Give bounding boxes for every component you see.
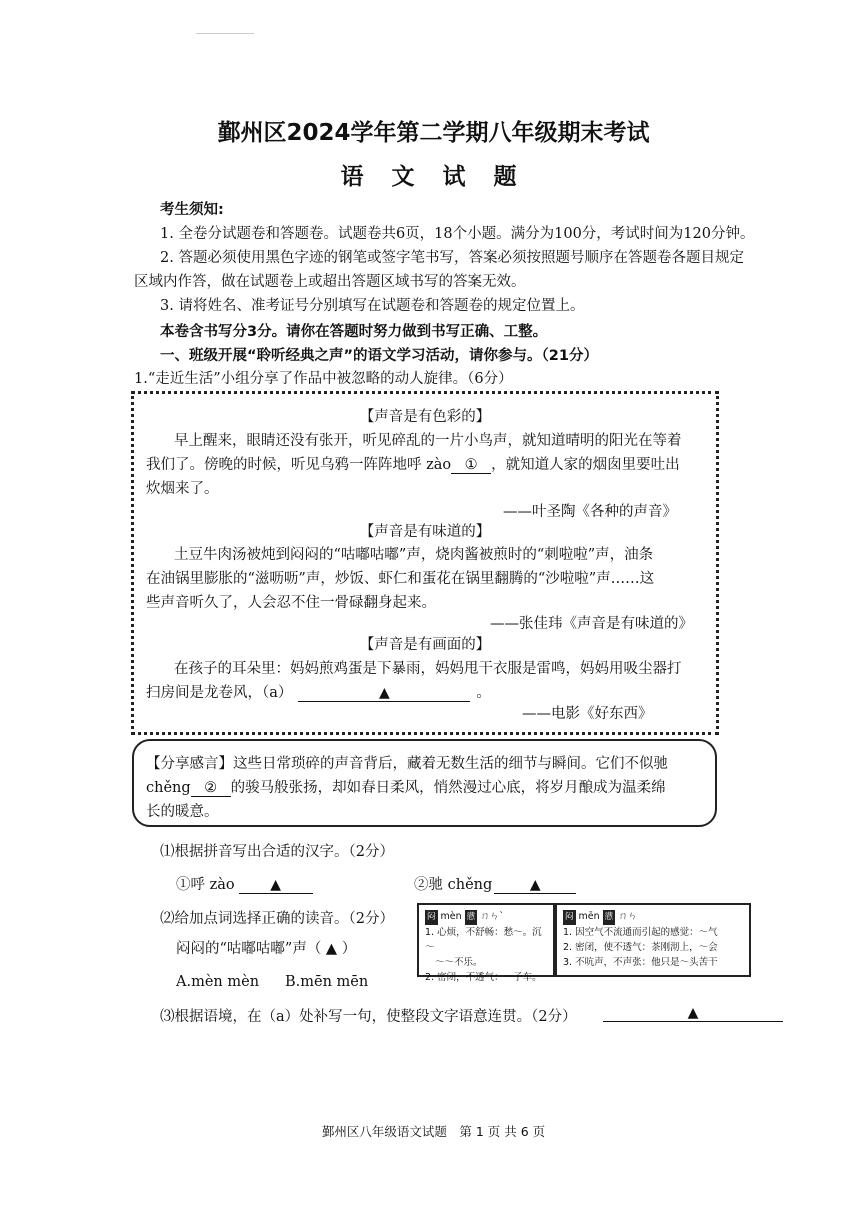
question-1-1-b: ②驰 chěng ▲ bbox=[414, 873, 576, 894]
material-3-line-2: 扫房间是龙卷风，（a） ▲ 。 bbox=[146, 685, 491, 701]
source-2: ——张佳玮《声音是有味道的》 bbox=[490, 616, 693, 632]
blank-1: ① bbox=[451, 457, 491, 474]
question-1-1-a: ①呼 zào ▲ bbox=[176, 873, 313, 894]
share-line-3: 长的暖意。 bbox=[146, 804, 219, 820]
scan-mark bbox=[196, 33, 254, 39]
material-heading-color: 【声音是有色彩的】 bbox=[359, 409, 491, 425]
material-3-line-1: 在孩子的耳朵里：妈妈煎鸡蛋是下暴雨，妈妈甩干衣服是雷鸣，妈妈用吸尘器打 bbox=[174, 661, 682, 677]
blank-a bbox=[298, 685, 470, 702]
question-1-3-stem: ⑶根据语境，在（a）处补写一句，使整段文字语意连贯。（2分） bbox=[160, 1009, 577, 1025]
material-2-line-1: 土豆牛肉汤被炖到闷闷的“咕嘟咕嘟”声，烧肉酱被煎时的“刺啦啦”声，油条 bbox=[174, 547, 654, 563]
option-a: A.mèn mèn bbox=[176, 974, 260, 990]
answer-line-1a: ▲ bbox=[239, 877, 313, 894]
material-1-line-1: 早上醒来，眼睛还没有张开，听见碎乱的一片小鸟声，就知道晴明的阳光在等着 bbox=[174, 433, 682, 449]
section-1-heading: 一、班级开展“聆听经典之声”的语文学习活动，请你参与。（21分） bbox=[160, 348, 598, 364]
question-1-1-stem: ⑴根据拼音写出合适的汉字。（2分） bbox=[160, 844, 394, 860]
question-1-stem: 1.“走近生活”小组分享了作品中被忽略的动人旋律。（6分） bbox=[134, 371, 513, 387]
answer-line-1-3: ▲ bbox=[603, 1005, 783, 1022]
answer-line-1b: ▲ bbox=[494, 877, 576, 894]
source-3: ——电影《好东西》 bbox=[522, 706, 653, 722]
material-1-line-3: 炊烟来了。 bbox=[146, 481, 219, 497]
answer-marker: ▲ bbox=[379, 685, 390, 701]
notice-item-2a: 2. 答题必须使用黑色字迹的钢笔或签字笔书写，答案必须按照题号顺序在答题卷各题目规定 bbox=[160, 250, 744, 266]
notice-item-2b: 区域内作答，做在试题卷上或超出答题区域书写的答案无效。 bbox=[134, 274, 526, 290]
question-1-2-stem: ⑵给加点词选择正确的读音。（2分） bbox=[160, 911, 394, 927]
notice-item-1: 1. 全卷分试题卷和答题卷。试题卷共6页，18个小题。满分为100分，考试时间为120分钟。 bbox=[160, 226, 755, 242]
material-heading-picture: 【声音是有画面的】 bbox=[359, 637, 491, 653]
handwriting-note: 本卷含书写分3分。请你在答题时努力做到书写正确、工整。 bbox=[160, 324, 548, 340]
exam-title: 鄞州区2024学年第二学期八年级期末考试 bbox=[217, 120, 650, 146]
dictionary-entry-men1: 闷 mēn 懑 ㄇㄣ 1. 因空气不流通而引起的感觉：～气 2. 密闭，使不透气：茶刚沏上，～会 3. 不吭声，不声张：他只是～头苦干 bbox=[555, 903, 751, 977]
material-1-line-2: 我们了。傍晚的时候，听见乌鸦一阵阵地呼 zào ① ，就知道人家的烟囱里要吐出 bbox=[146, 457, 680, 473]
question-1-2-phrase: 闷闷的“咕嘟咕嘟”声（ ▲ ） bbox=[176, 941, 357, 957]
page-footer: 鄞州区八年级语文试题 第 1 页 共 6 页 bbox=[321, 1124, 546, 1139]
blank-2: ② bbox=[191, 780, 231, 797]
material-heading-taste: 【声音是有味道的】 bbox=[359, 524, 491, 540]
notice-item-3: 3. 请将姓名、准考证号分别填写在试题卷和答题卷的规定位置上。 bbox=[160, 298, 585, 314]
dictionary-entry-men4: 闷 mèn 懑 ㄇㄣˋ 1. 心烦，不舒畅：愁～。沉～ ～～不乐。 2. 密闭，不透气：～子车。 bbox=[417, 903, 555, 977]
share-line-1: 【分享感言】这些日常琐碎的声音背后，藏着无数生活的细节与瞬间。它们不似驰 bbox=[146, 756, 668, 772]
option-b: B.mēn mēn bbox=[285, 974, 369, 990]
exam-subtitle: 语 文 试 题 bbox=[340, 164, 527, 190]
source-1: ——叶圣陶《各种的声音》 bbox=[503, 504, 677, 520]
material-2-line-3: 些声音听久了，人会忍不住一骨碌翻身起来。 bbox=[146, 595, 436, 611]
material-2-line-2: 在油锅里膨胀的“滋呖呖”声，炒饭、虾仁和蛋花在锅里翻腾的“沙啦啦”声……这 bbox=[146, 571, 655, 587]
share-line-2: chěng ② 的骏马般张扬，却如春日柔风，悄然漫过心底，将岁月酿成为温柔绵 bbox=[146, 780, 666, 796]
notice-heading: 考生须知: bbox=[160, 202, 224, 218]
